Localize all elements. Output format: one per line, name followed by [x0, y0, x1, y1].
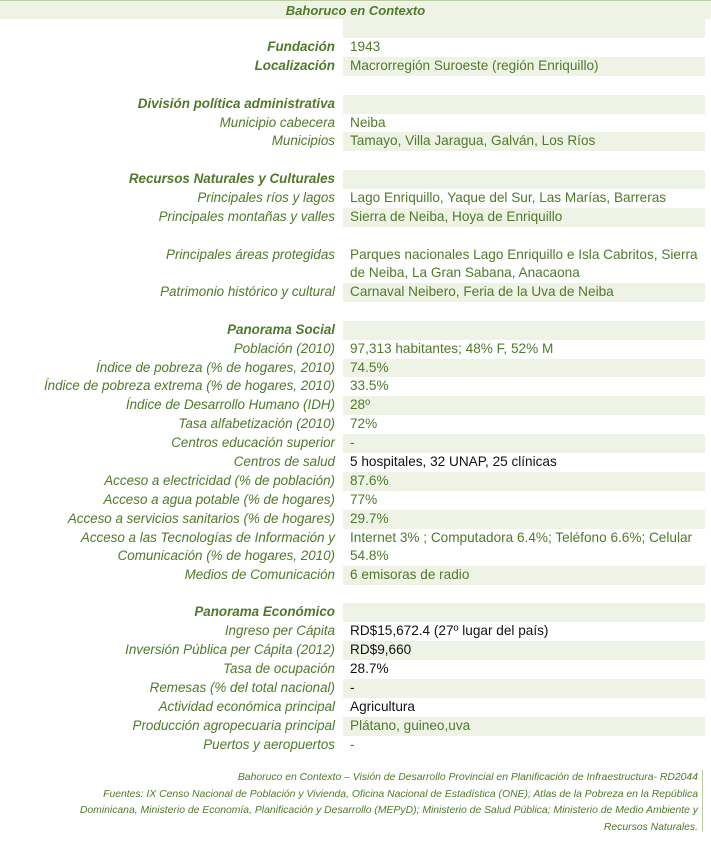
table-row [0, 736, 711, 755]
table-row [0, 38, 711, 57]
row-value [343, 227, 705, 246]
row-label: Tasa alfabetización (2010) [178, 416, 335, 432]
table-row [0, 510, 711, 529]
row-value: - [343, 736, 705, 755]
table-row [0, 641, 711, 660]
table-row [0, 359, 711, 378]
row-value: 6 emisoras de radio [343, 566, 705, 585]
page-title: Bahoruco en Contexto [0, 0, 711, 19]
table-row [0, 246, 711, 283]
table-row [0, 57, 711, 76]
table-row [0, 566, 711, 585]
row-value [343, 95, 705, 114]
row-value: 5 hospitales, 32 UNAP, 25 clínicas [343, 453, 705, 472]
row-label: Municipio cabecera [219, 114, 335, 130]
row-label: Centros educación superior [171, 435, 335, 451]
row-label: Inversión Pública per Cápita (2012) [125, 642, 335, 658]
table-row [0, 434, 711, 453]
row-label: Principales montañas y valles [158, 209, 335, 225]
row-label [0, 302, 341, 321]
row-value: 33.5% [343, 377, 705, 396]
footer-line: Dominicana, Ministerio de Economía, Planificación y Desarrollo (MEPyD); Ministerio de Salud Pública; Ministerio de Medio Ambiente y [79, 805, 698, 816]
table-row [0, 453, 711, 472]
row-label: Acceso a las Tecnologías de Información y Comunicación (% de hogares, 2010) [80, 529, 335, 564]
row-label: Patrimonio histórico y cultural [160, 283, 335, 299]
row-label: Medios de Comunicación [184, 566, 335, 582]
sources-footer [0, 770, 698, 836]
table-row [0, 114, 711, 133]
row-value [343, 76, 705, 95]
row-value: Neiba [343, 114, 705, 133]
table-row [0, 227, 711, 246]
row-value: Agricultura [343, 698, 705, 717]
row-label: Principales áreas protegidas [166, 246, 335, 262]
table-row [0, 622, 711, 641]
row-value: Sierra de Neiba, Hoya de Enriquillo [343, 208, 705, 227]
table-row [0, 208, 711, 227]
row-value [343, 603, 705, 622]
section-heading: Panorama Económico [194, 604, 335, 620]
row-value: RD$9,660 [343, 641, 705, 660]
row-label [0, 151, 341, 170]
row-label [0, 76, 341, 95]
row-label: Remesas (% del total nacional) [149, 680, 335, 696]
row-value: 74.5% [343, 359, 705, 378]
footer-line: Recursos Naturales. [603, 821, 698, 833]
table-row [0, 76, 711, 95]
section-heading: Localización [254, 57, 335, 73]
row-value [343, 151, 705, 170]
row-value: - [343, 434, 705, 453]
table-row [0, 415, 711, 434]
table-row [0, 377, 711, 396]
row-value: 28.7% [343, 660, 705, 679]
row-label: Municipios [271, 133, 335, 149]
row-label: Índice de pobreza extrema (% de hogares, 2010) [43, 378, 335, 394]
table-row [0, 151, 711, 170]
footer-line: Fuentes: IX Censo Nacional de Población y Vivienda, Oficina Nacional de Estadística (ONE); Atlas de la Pobreza en la República [103, 788, 698, 800]
table-row [0, 660, 711, 679]
row-value: 97,313 habitantes; 48% F, 52% M [343, 340, 705, 359]
table-row [0, 698, 711, 717]
table-row [0, 491, 711, 510]
row-value: Plátano, guineo,uva [343, 717, 705, 736]
row-value: Lago Enriquillo, Yaque del Sur, Las Marías, Barreras [343, 189, 705, 208]
row-label: Producción agropecuaria principal [132, 717, 335, 733]
table-row [0, 717, 711, 736]
row-value: Internet 3% ; Computadora 6.4%; Teléfono 6.6%; Celular 54.8% [343, 529, 705, 566]
row-value [343, 170, 705, 189]
row-value: Tamayo, Villa Jaragua, Galván, Los Ríos [343, 132, 705, 151]
table-row [0, 396, 711, 415]
row-label: Ingreso per Cápita [224, 623, 335, 639]
row-value [343, 19, 705, 38]
row-value: Parques nacionales Lago Enriquillo e Isla Cabritos, Sierra de Neiba, La Gran Sabana, Anacaona [343, 246, 705, 283]
row-value [343, 302, 705, 321]
table-row [0, 603, 711, 622]
row-value: 28º [343, 396, 705, 415]
table-row [0, 132, 711, 151]
table-row [0, 283, 711, 302]
section-heading: Recursos Naturales y Culturales [128, 171, 335, 187]
row-label: Tasa de ocupación [223, 661, 335, 677]
row-label [0, 585, 341, 604]
table-row [0, 95, 711, 114]
row-label: Acceso a electricidad (% de población) [104, 472, 335, 488]
row-value: - [343, 679, 705, 698]
row-label: Principales ríos y lagos [197, 190, 335, 206]
row-value [343, 585, 705, 604]
row-label: Acceso a agua potable (% de hogares) [103, 491, 335, 507]
row-label [0, 227, 341, 246]
footer-divider [702, 770, 703, 832]
row-label: Acceso a servicios sanitarios (% de hogares) [67, 510, 335, 526]
table-row [0, 19, 711, 38]
row-label: Puertos y aeropuertos [203, 736, 335, 752]
row-value: 29.7% [343, 510, 705, 529]
row-value: 1943 [343, 38, 705, 57]
section-heading: Fundación [267, 38, 335, 54]
row-value: Carnaval Neibero, Feria de la Uva de Neiba [343, 283, 705, 302]
row-value: RD$15,672.4 (27º lugar del país) [343, 622, 705, 641]
row-label: Índice de Desarrollo Humano (IDH) [125, 397, 335, 413]
table-row [0, 321, 711, 340]
row-value: 77% [343, 491, 705, 510]
row-value: 72% [343, 415, 705, 434]
row-label: Índice de pobreza (% de hogares, 2010) [96, 359, 335, 375]
table-row [0, 585, 711, 604]
row-label [0, 19, 341, 38]
section-heading: Panorama Social [227, 321, 335, 337]
table-row [0, 472, 711, 491]
table-row [0, 529, 711, 566]
table-row [0, 340, 711, 359]
row-value: Macrorregión Suroeste (región Enriquillo) [343, 57, 705, 76]
footer-line: Bahoruco en Contexto – Visión de Desarrollo Provincial en Planificación de Infraestructura- RD2044 [237, 772, 698, 783]
row-label: Centros de salud [233, 454, 335, 470]
row-value: 87.6% [343, 472, 705, 491]
row-label: Actividad económica principal [158, 699, 335, 714]
context-table [0, 19, 711, 755]
section-heading: División política administrativa [137, 95, 335, 111]
table-row [0, 189, 711, 208]
row-label: Población (2010) [233, 340, 335, 356]
row-value [343, 321, 705, 340]
table-row [0, 302, 711, 321]
table-row [0, 679, 711, 698]
table-row [0, 170, 711, 189]
